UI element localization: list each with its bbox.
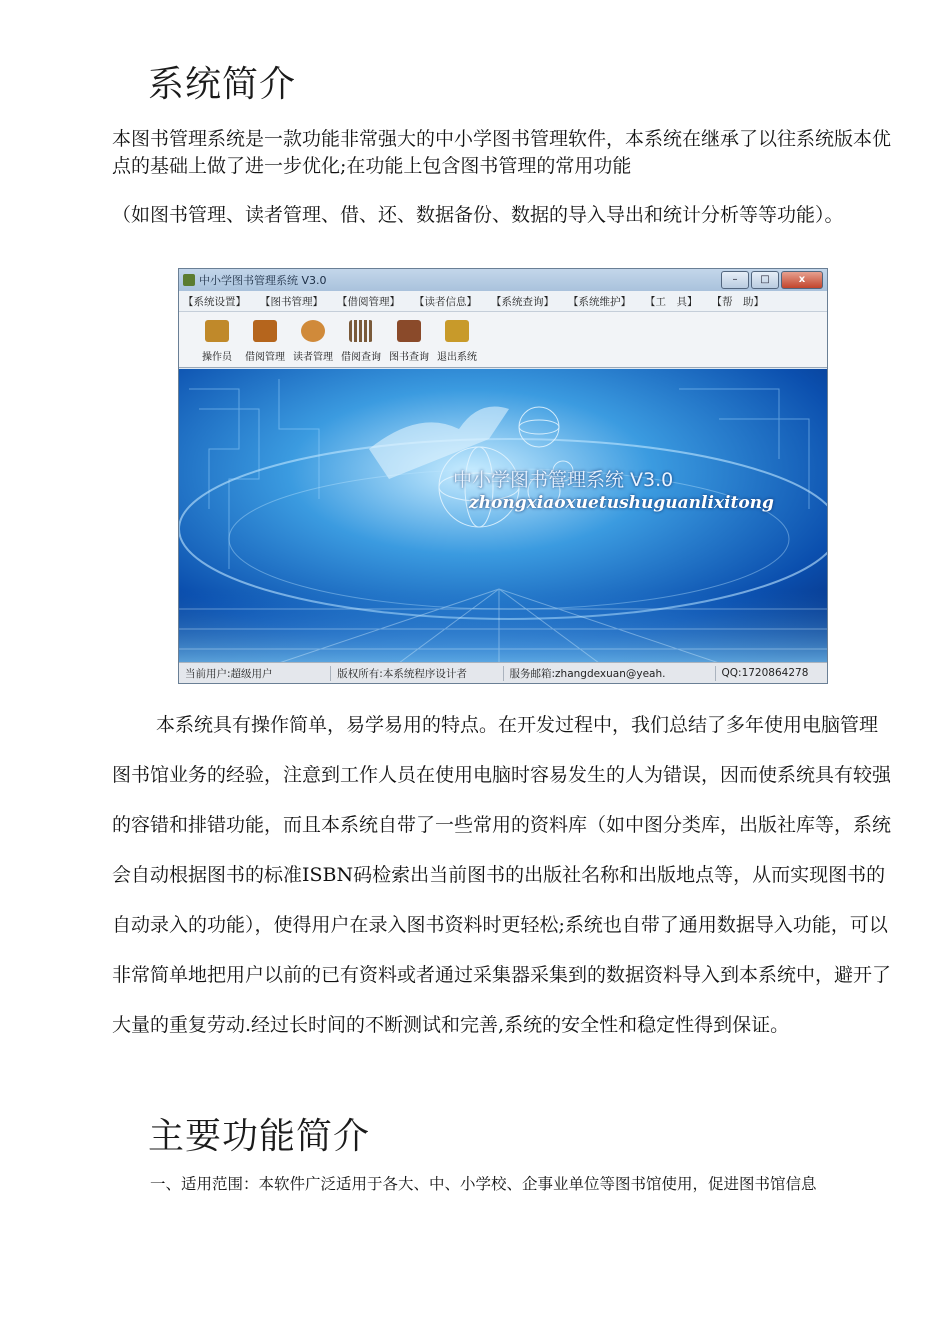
toolbar-borrow-management[interactable]	[241, 320, 289, 363]
status-bar	[179, 662, 827, 683]
toolbar-label: 借阅查询	[341, 352, 381, 363]
chart-icon	[349, 320, 373, 342]
readers-icon	[301, 320, 325, 342]
toolbar-borrow-query[interactable]	[337, 320, 385, 363]
toolbar-label: 图书查询	[389, 352, 429, 363]
toolbar-label: 读者管理	[293, 352, 333, 363]
section-heading-intro: 系统简介	[148, 64, 297, 105]
maximize-button[interactable]: □	[751, 271, 779, 289]
menu-book-management[interactable]: 【图书管理】	[260, 295, 323, 308]
splash-title: 中小学图书管理系统 V3.0	[453, 469, 674, 491]
exit-icon	[445, 320, 469, 342]
menu-system-maintenance[interactable]: 【系统维护】	[568, 295, 631, 308]
splash-subtitle: zhongxiaoxuetushuguanlixitong	[469, 493, 774, 513]
body-paragraph	[112, 700, 894, 1050]
intro-paragraph-features: （如图书管理、读者管理、借、还、数据备份、数据的导入导出和统计分析等等功能）。	[112, 204, 844, 226]
menu-help[interactable]: 【帮 助】	[711, 295, 764, 308]
status-qq: QQ:1720864278	[721, 667, 809, 679]
app-screenshot	[178, 268, 828, 684]
status-current-user: 当前用户:超级用户	[179, 666, 331, 681]
body-text: 本系统具有操作简单，易学易用的特点。在开发过程中，我们总结了多年使用电脑管理图书馆业务的经验，注意到工作人员在使用电脑时容易发生的人为错误，因而使系统具有较强的容错和排错功能，而且本系统自带了一些常用的资料库（如中图分类库，出版社库等，系统会自动根据图书的标准ISBN码检索出当前图书的出版社名称和出版地点等，从而实现图书的自动录入的功能），使得用户在录入图书资料时更轻松;系统也自带了通用数据导入功能，可以非常简单地把用户以前的已有资料或者通过采集器采集到的数据资料导入到本系统中，避开了大量的重复劳动.经过长时间的不断测试和完善,系统的安全性和稳定性得到保证。	[112, 714, 892, 1036]
menu-borrow-management[interactable]: 【借阅管理】	[337, 295, 400, 308]
minimize-button[interactable]: –	[721, 271, 749, 289]
close-button[interactable]: x	[781, 271, 823, 289]
menu-reader-info[interactable]: 【读者信息】	[414, 295, 477, 308]
window-title: 中小学图书管理系统 V3.0	[199, 274, 327, 287]
toolbar-exit[interactable]	[433, 320, 481, 363]
app-icon	[183, 274, 195, 286]
toolbar-label: 操作员	[202, 352, 232, 363]
book-search-icon	[397, 320, 421, 342]
menu-system-query[interactable]: 【系统查询】	[491, 295, 554, 308]
operator-icon	[205, 320, 229, 342]
toolbar-label: 借阅管理	[245, 352, 285, 363]
books-icon	[253, 320, 277, 342]
menu-system-settings[interactable]: 【系统设置】	[183, 295, 246, 308]
window-controls	[721, 271, 823, 289]
splash-image	[179, 369, 827, 663]
toolbar	[179, 312, 827, 368]
window-titlebar	[179, 269, 827, 291]
toolbar-label: 退出系统	[437, 352, 477, 363]
status-email: 服务邮箱:zhangdexuan@yeah.	[504, 666, 716, 681]
toolbar-book-query[interactable]	[385, 320, 433, 363]
menu-bar	[179, 291, 827, 312]
toolbar-operator[interactable]	[193, 320, 241, 363]
section-heading-features: 主要功能简介	[148, 1116, 371, 1157]
scope-paragraph: 一、适用范围：本软件广泛适用于各大、中、小学校、企事业单位等图书馆使用，促进图书馆信息	[150, 1175, 817, 1193]
intro-paragraph: 本图书管理系统是一款功能非常强大的中小学图书管理软件，本系统在继承了以往系统版本优点的基础上做了进一步优化;在功能上包含图书管理的常用功能	[112, 128, 892, 177]
status-copyright: 版权所有:本系统程序设计者	[331, 666, 503, 681]
menu-tools[interactable]: 【工 具】	[645, 295, 698, 308]
toolbar-reader-management[interactable]	[289, 320, 337, 363]
